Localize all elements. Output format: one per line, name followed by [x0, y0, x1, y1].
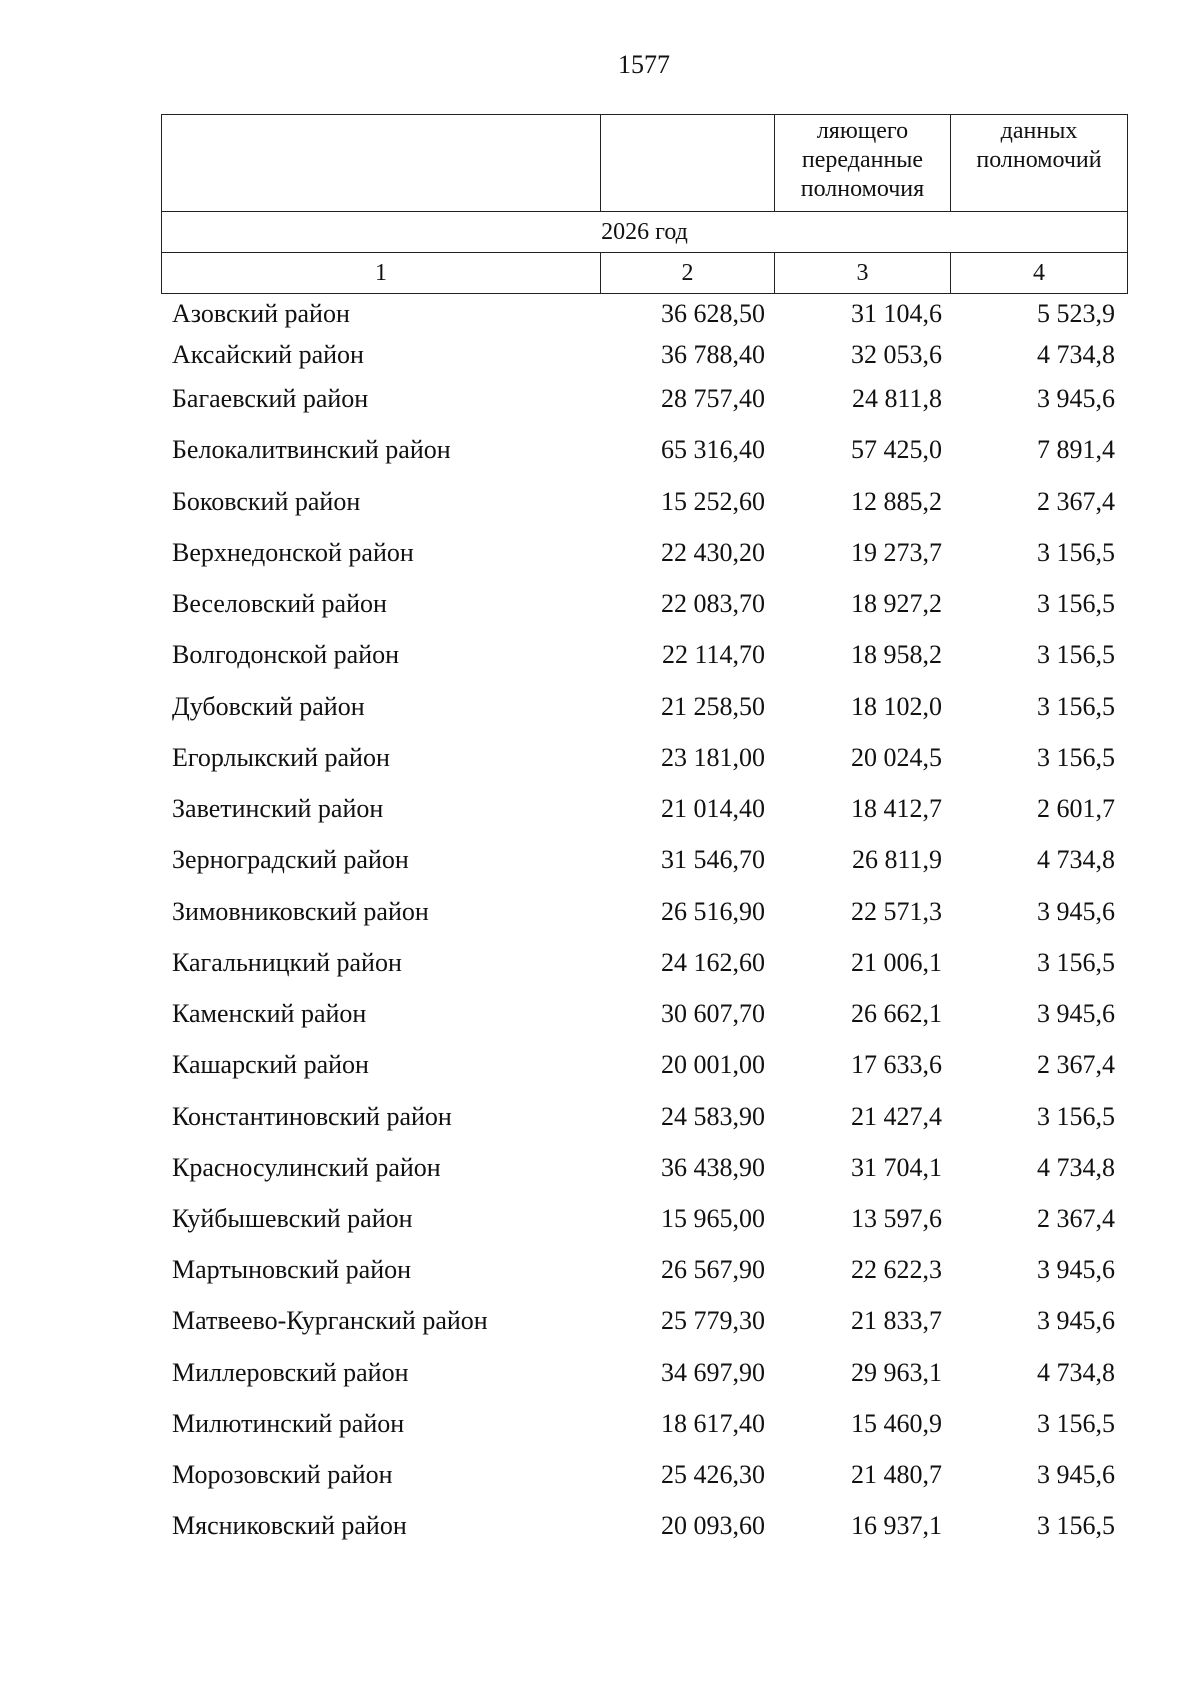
value-col4: 3 945,6 [1037, 1460, 1115, 1489]
district-name: Милютинский район [172, 1409, 405, 1438]
value-col4: 3 156,5 [1037, 640, 1115, 669]
value-col4: 3 945,6 [1037, 1306, 1115, 1335]
col4-heading: данных полномочий [951, 115, 1128, 212]
table-row [161, 584, 1127, 624]
value-col3: 16 937,1 [851, 1511, 942, 1540]
value-col2: 34 697,90 [661, 1358, 765, 1387]
column-numbers-row [162, 253, 1128, 294]
column-headings-row [162, 115, 1128, 212]
district-name: Белокалитвинский район [172, 435, 451, 464]
district-name: Зерноградский район [172, 845, 409, 874]
year-row [162, 212, 1128, 253]
table-row [161, 430, 1127, 470]
table-row [161, 994, 1127, 1034]
value-col4: 4 734,8 [1037, 1153, 1115, 1182]
district-name: Зимовниковский район [172, 897, 429, 926]
col-number-2: 2 [601, 253, 775, 294]
district-name: Матвеево-Курганский район [172, 1306, 488, 1335]
district-name: Веселовский район [172, 589, 387, 618]
value-col4: 3 945,6 [1037, 897, 1115, 926]
value-col3: 20 024,5 [851, 743, 942, 772]
value-col3: 21 480,7 [851, 1460, 942, 1489]
value-col3: 18 927,2 [851, 589, 942, 618]
value-col3: 22 622,3 [851, 1255, 942, 1284]
district-name: Волгодонской район [172, 640, 400, 669]
value-col2: 21 258,50 [661, 692, 765, 721]
value-col4: 3 945,6 [1037, 999, 1115, 1028]
value-col4: 3 945,6 [1037, 1255, 1115, 1284]
value-col4: 7 891,4 [1037, 435, 1115, 464]
table-row [161, 840, 1127, 880]
district-name: Аксайский район [172, 340, 364, 369]
year-heading: 2026 год [162, 212, 1128, 253]
value-col3: 19 273,7 [851, 538, 942, 567]
table-row [161, 738, 1127, 778]
table-row [161, 1506, 1127, 1546]
value-col2: 26 567,90 [661, 1255, 765, 1284]
district-name: Каменский район [172, 999, 367, 1028]
table-row [161, 789, 1127, 829]
value-col3: 21 833,7 [851, 1306, 942, 1335]
value-col4: 4 734,8 [1037, 1358, 1115, 1387]
value-col2: 26 516,90 [661, 897, 765, 926]
value-col3: 18 102,0 [851, 692, 942, 721]
table-row [161, 1353, 1127, 1393]
district-name: Заветинский район [172, 794, 384, 823]
table-row [161, 1455, 1127, 1495]
district-name: Куйбышевский район [172, 1204, 413, 1233]
district-name: Боковский район [172, 487, 361, 516]
district-name: Багаевский район [172, 384, 369, 413]
value-col2: 23 181,00 [661, 743, 765, 772]
value-col4: 4 734,8 [1037, 845, 1115, 874]
value-col2: 65 316,40 [661, 435, 765, 464]
table-row [161, 1045, 1127, 1085]
col3-heading: ляющего переданные полномочия [775, 115, 951, 212]
value-col2: 24 162,60 [661, 948, 765, 977]
table-row [161, 482, 1127, 522]
table-header [161, 114, 1128, 294]
value-col3: 31 104,6 [851, 299, 942, 328]
value-col3: 26 811,9 [851, 845, 942, 874]
table-row [161, 943, 1127, 983]
value-col3: 17 633,6 [851, 1050, 942, 1079]
value-col4: 3 156,5 [1037, 743, 1115, 772]
value-col4: 3 945,6 [1037, 384, 1115, 413]
value-col2: 36 788,40 [661, 340, 765, 369]
value-col3: 12 885,2 [851, 487, 942, 516]
page-number: 1577 [618, 50, 670, 79]
table-row [161, 335, 1127, 375]
value-col3: 15 460,9 [851, 1409, 942, 1438]
value-col4: 3 156,5 [1037, 692, 1115, 721]
value-col4: 2 367,4 [1037, 1050, 1115, 1079]
district-name: Верхнедонской район [172, 538, 414, 567]
district-name: Азовский район [172, 299, 350, 328]
value-col2: 22 430,20 [661, 538, 765, 567]
value-col2: 25 426,30 [661, 1460, 765, 1489]
table-row [161, 892, 1127, 932]
value-col2: 15 965,00 [661, 1204, 765, 1233]
value-col2: 25 779,30 [661, 1306, 765, 1335]
district-name: Миллеровский район [172, 1358, 409, 1387]
table-row [161, 379, 1127, 419]
value-col4: 4 734,8 [1037, 340, 1115, 369]
table-row [161, 635, 1127, 675]
value-col2: 15 252,60 [661, 487, 765, 516]
value-col3: 21 006,1 [851, 948, 942, 977]
district-name: Кашарский район [172, 1050, 369, 1079]
table-row [161, 1199, 1127, 1239]
value-col2: 30 607,70 [661, 999, 765, 1028]
table-row [161, 1148, 1127, 1188]
value-col3: 18 412,7 [851, 794, 942, 823]
value-col2: 36 438,90 [661, 1153, 765, 1182]
district-name: Егорлыкский район [172, 743, 390, 772]
value-col2: 22 114,70 [661, 640, 765, 669]
district-name: Мясниковский район [172, 1511, 407, 1540]
district-name: Красносулинский район [172, 1153, 441, 1182]
district-name: Кагальницкий район [172, 948, 402, 977]
col1-heading [162, 115, 601, 212]
value-col2: 22 083,70 [661, 589, 765, 618]
value-col3: 29 963,1 [851, 1358, 942, 1387]
value-col4: 2 367,4 [1037, 487, 1115, 516]
table-row [161, 687, 1127, 727]
value-col3: 13 597,6 [851, 1204, 942, 1233]
table-row [161, 1250, 1127, 1290]
value-col4: 3 156,5 [1037, 948, 1115, 977]
value-col4: 2 601,7 [1037, 794, 1115, 823]
table-row [161, 1097, 1127, 1137]
value-col2: 20 093,60 [661, 1511, 765, 1540]
table-row [161, 1301, 1127, 1341]
value-col2: 24 583,90 [661, 1102, 765, 1131]
value-col3: 22 571,3 [851, 897, 942, 926]
value-col4: 5 523,9 [1037, 299, 1115, 328]
value-col3: 57 425,0 [851, 435, 942, 464]
value-col4: 3 156,5 [1037, 1409, 1115, 1438]
value-col4: 3 156,5 [1037, 1102, 1115, 1131]
value-col2: 21 014,40 [661, 794, 765, 823]
value-col4: 3 156,5 [1037, 538, 1115, 567]
value-col3: 18 958,2 [851, 640, 942, 669]
value-col4: 3 156,5 [1037, 1511, 1115, 1540]
value-col3: 21 427,4 [851, 1102, 942, 1131]
table-row [161, 1404, 1127, 1444]
table-row [161, 294, 1127, 334]
col2-heading [601, 115, 775, 212]
district-name: Мартыновский район [172, 1255, 412, 1284]
value-col4: 2 367,4 [1037, 1204, 1115, 1233]
value-col2: 20 001,00 [661, 1050, 765, 1079]
value-col3: 32 053,6 [851, 340, 942, 369]
value-col3: 31 704,1 [851, 1153, 942, 1182]
district-name: Константиновский район [172, 1102, 452, 1131]
value-col2: 36 628,50 [661, 299, 765, 328]
col-number-3: 3 [775, 253, 951, 294]
value-col2: 18 617,40 [661, 1409, 765, 1438]
col-number-1: 1 [162, 253, 601, 294]
district-name: Дубовский район [172, 692, 365, 721]
value-col3: 26 662,1 [851, 999, 942, 1028]
district-name: Морозовский район [172, 1460, 393, 1489]
table-row [161, 533, 1127, 573]
value-col2: 31 546,70 [661, 845, 765, 874]
value-col3: 24 811,8 [851, 384, 942, 413]
value-col2: 28 757,40 [661, 384, 765, 413]
col-number-4: 4 [951, 253, 1128, 294]
value-col4: 3 156,5 [1037, 589, 1115, 618]
